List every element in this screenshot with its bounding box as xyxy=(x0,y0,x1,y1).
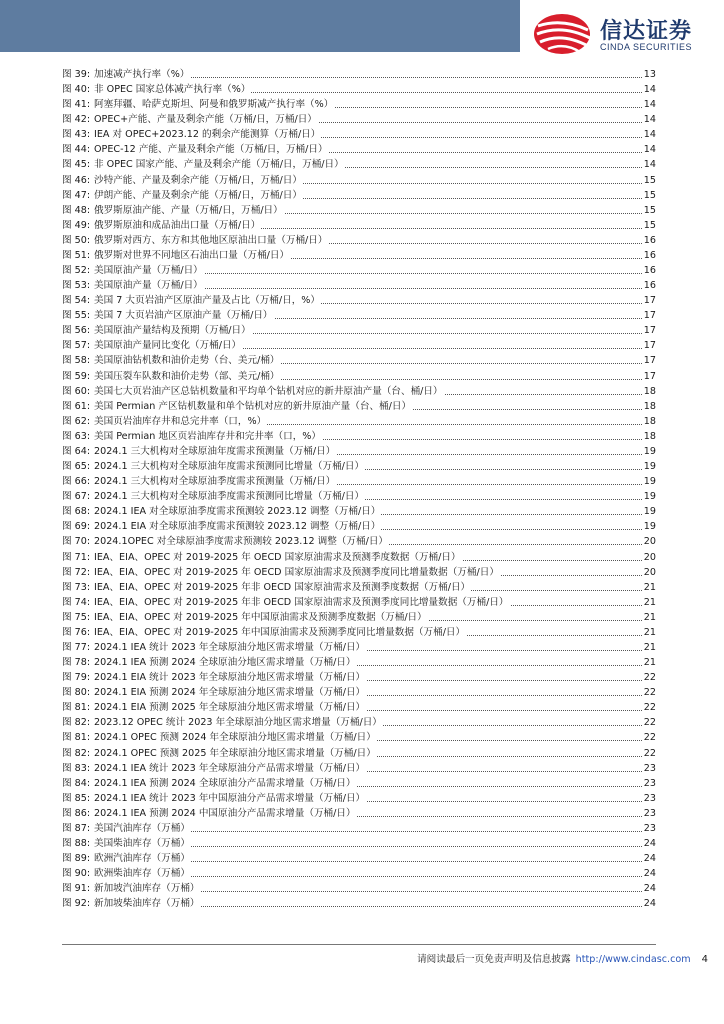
toc-page-number: 18 xyxy=(643,400,656,412)
toc-page-number: 18 xyxy=(643,430,656,442)
toc-page-number: 17 xyxy=(643,370,656,382)
toc-page-number: 19 xyxy=(643,521,656,533)
toc-page-number: 15 xyxy=(643,204,656,216)
toc-entry[interactable] xyxy=(62,203,656,218)
company-logo xyxy=(532,12,722,56)
logo-mark-icon xyxy=(532,12,594,56)
toc-page-number: 15 xyxy=(643,174,656,186)
toc-entry[interactable] xyxy=(62,112,656,127)
toc-figure-title: 俄罗斯原油和成品油出口量（万桶/日） xyxy=(94,219,261,231)
toc-figure-label: 图 48: xyxy=(62,204,91,216)
toc-page-number: 23 xyxy=(643,777,656,789)
toc-page-number: 19 xyxy=(643,445,656,457)
toc-page-number: 20 xyxy=(643,551,656,563)
toc-figure-title: 2024.1 IEA 统计 2023 年全球原油分产品需求增量（万桶/日） xyxy=(94,762,366,774)
toc-page-number: 20 xyxy=(643,536,656,548)
toc-figure-title: 欧洲汽油库存（万桶） xyxy=(94,853,190,865)
toc-page-number: 21 xyxy=(643,657,656,669)
toc-figure-title: 美国 7 大页岩油产区原油产量及占比（万桶/日，%） xyxy=(94,295,321,307)
toc-page-number: 16 xyxy=(643,280,656,292)
toc-figure-label: 图 47: xyxy=(62,189,91,201)
toc-figure-title: 2024.1 IEA 统计 2023 年全球原油分地区需求增量（万桶/日） xyxy=(94,641,366,653)
toc-entry[interactable] xyxy=(62,610,656,625)
toc-figure-label: 图 76: xyxy=(62,626,91,638)
toc-figure-title: 美国原油产量同比变化（万桶/日） xyxy=(94,340,242,352)
toc-entry[interactable] xyxy=(62,414,656,429)
toc-figure-label: 图 92: xyxy=(62,898,91,910)
toc-figure-title: 美国 Permian 地区页岩油库存井和完井率（口，%） xyxy=(94,430,321,442)
toc-figure-label: 图 75: xyxy=(62,611,91,623)
toc-page-number: 23 xyxy=(643,807,656,819)
footer-disclaimer: 请阅读最后一页免责声明及信息披露 xyxy=(417,954,571,965)
toc-figure-title: IEA、EIA、OPEC 对 2019-2025 年非 OECD 国家原油需求及预测季度数据（万桶/日） xyxy=(94,581,471,593)
toc-figure-title: 新加坡汽油库存（万桶） xyxy=(94,883,200,895)
toc-entry[interactable] xyxy=(62,580,656,595)
toc-entry[interactable] xyxy=(62,851,656,866)
toc-figure-label: 图 72: xyxy=(62,566,91,578)
toc-figure-title: 沙特产能、产量及剩余产能（万桶/日，万桶/日） xyxy=(94,174,302,186)
toc-figure-title: 2024.1 IEA 预测 2024 全球原油分产品需求增量（万桶/日） xyxy=(94,777,356,789)
toc-entry[interactable] xyxy=(62,127,656,142)
toc-entry[interactable] xyxy=(62,67,656,82)
toc-figure-label: 图 57: xyxy=(62,340,91,352)
toc-figure-title: 2024.1 IEA 预测 2024 全球原油分地区需求增量（万桶/日） xyxy=(94,657,356,669)
toc-page-number: 22 xyxy=(643,702,656,714)
toc-figure-label: 图 78: xyxy=(62,657,91,669)
toc-page-number: 24 xyxy=(643,868,656,880)
toc-page-number: 24 xyxy=(643,853,656,865)
toc-figure-label: 图 58: xyxy=(62,355,91,367)
toc-figure-label: 图 67: xyxy=(62,491,91,503)
toc-entry[interactable] xyxy=(62,670,656,685)
toc-entry[interactable] xyxy=(62,896,656,911)
toc-figure-title: 欧洲柴油库存（万桶） xyxy=(94,868,190,880)
toc-page-number: 13 xyxy=(643,69,656,80)
toc-page-number: 15 xyxy=(643,189,656,201)
toc-figure-title: IEA、EIA、OPEC 对 2019-2025 年 OECD 国家原油需求及预测季度同比增量数据（万桶/日） xyxy=(94,566,499,578)
toc-figure-title: 美国压裂车队数和油价走势（部、美元/桶） xyxy=(94,370,280,382)
toc-figure-title: 2024.1OPEC 对全球原油季度需求预测较 2023.12 调整（万桶/日） xyxy=(94,536,389,548)
toc-figure-title: 俄罗斯对世界不同地区石油出口量（万桶/日） xyxy=(94,249,290,261)
footer-url-link[interactable]: http://www.cindasc.com xyxy=(575,954,691,965)
logo-english-text: CINDA SECURITIES xyxy=(600,42,693,52)
toc-figure-title: 2024.1 OPEC 预测 2025 年全球原油分地区需求增量（万桶/日） xyxy=(94,747,376,759)
header-band xyxy=(0,0,520,52)
toc-page-number: 14 xyxy=(643,144,656,156)
toc-entry[interactable] xyxy=(62,233,656,248)
toc-entry[interactable] xyxy=(62,338,656,353)
toc-figure-title: 2024.1 三大机构对全球原油年度需求预测量（万桶/日） xyxy=(94,445,336,457)
toc-entry[interactable] xyxy=(62,534,656,549)
toc-figure-title: 美国原油钻机数和油价走势（台、美元/桶） xyxy=(94,355,280,367)
toc-entry[interactable] xyxy=(62,489,656,504)
toc-figure-title: 2024.1 IEA 对全球原油季度需求预测较 2023.12 调整（万桶/日） xyxy=(94,506,381,518)
toc-entry[interactable] xyxy=(62,625,656,640)
toc-figure-title: 2024.1 EIA 对全球原油季度需求预测较 2023.12 调整（万桶/日） xyxy=(94,521,381,533)
toc-entry[interactable] xyxy=(62,746,656,761)
toc-figure-title: 2024.1 IEA 预测 2024 中国原油分产品需求增量（万桶/日） xyxy=(94,807,356,819)
toc-page-number: 17 xyxy=(643,325,656,337)
toc-entry[interactable] xyxy=(62,218,656,233)
toc-figure-title: OPEC+产能、产量及剩余产能（万桶/日，万桶/日） xyxy=(94,114,317,126)
toc-entry[interactable] xyxy=(62,519,656,534)
toc-page-number: 24 xyxy=(643,883,656,895)
toc-entry[interactable] xyxy=(62,142,656,157)
toc-page-number: 20 xyxy=(643,566,656,578)
toc-figure-label: 图 90: xyxy=(62,868,91,880)
toc-figure-title: 美国 7 大页岩油产区原油产量（万桶/日） xyxy=(94,310,273,322)
toc-figure-title: 2024.1 IEA 统计 2023 年中国原油分产品需求增量（万桶/日） xyxy=(94,792,366,804)
toc-figure-title: IEA、EIA、OPEC 对 2019-2025 年 OECD 国家原油需求及预测季度数据（万桶/日） xyxy=(94,551,461,563)
toc-figure-label: 图 73: xyxy=(62,581,91,593)
toc-figure-label: 图 40: xyxy=(62,84,91,96)
toc-figure-label: 图 62: xyxy=(62,415,91,427)
toc-figure-label: 图 41: xyxy=(62,99,91,111)
toc-page-number: 14 xyxy=(643,99,656,111)
toc-figure-title: 美国汽油库存（万桶） xyxy=(94,822,190,834)
toc-figure-label: 图 61: xyxy=(62,400,91,412)
toc-page-number: 14 xyxy=(643,114,656,126)
toc-figure-title: 美国原油产量（万桶/日） xyxy=(94,265,203,277)
toc-figure-title: 非 OPEC 国家产能、产量及剩余产能（万桶/日，万桶/日） xyxy=(94,159,344,171)
toc-page-number: 23 xyxy=(643,822,656,834)
toc-entry[interactable] xyxy=(62,188,656,203)
toc-entry[interactable] xyxy=(62,97,656,112)
toc-figure-title: 加速减产执行率（%） xyxy=(94,69,190,80)
toc-figure-label: 图 81: xyxy=(62,702,91,714)
toc-figure-title: IEA 对 OPEC+2023.12 的剩余产能测算（万桶/日） xyxy=(94,129,321,141)
toc-entry[interactable] xyxy=(62,595,656,610)
toc-entry[interactable] xyxy=(62,278,656,293)
toc-figure-title: 2024.1 EIA 预测 2025 年全球原油分地区需求增量（万桶/日） xyxy=(94,702,366,714)
toc-page-number: 21 xyxy=(643,611,656,623)
toc-entry[interactable] xyxy=(62,776,656,791)
toc-entry[interactable] xyxy=(62,640,656,655)
toc-page-number: 23 xyxy=(643,762,656,774)
toc-figure-label: 图 52: xyxy=(62,265,91,277)
toc-page-number: 21 xyxy=(643,581,656,593)
toc-figure-label: 图 45: xyxy=(62,159,91,171)
toc-figure-label: 图 85: xyxy=(62,792,91,804)
toc-figure-title: 美国原油产量结构及预期（万桶/日） xyxy=(94,325,251,337)
toc-figure-label: 图 81: xyxy=(62,732,91,744)
toc-entry[interactable] xyxy=(62,715,656,730)
toc-figure-label: 图 56: xyxy=(62,325,91,337)
table-of-figures xyxy=(62,67,656,911)
toc-entry[interactable] xyxy=(62,263,656,278)
toc-page-number: 14 xyxy=(643,129,656,141)
toc-entry[interactable] xyxy=(62,550,656,565)
toc-page-number: 23 xyxy=(643,792,656,804)
toc-figure-label: 图 79: xyxy=(62,672,91,684)
toc-figure-title: 阿塞拜疆、哈萨克斯坦、阿曼和俄罗斯减产执行率（%） xyxy=(94,99,334,111)
toc-page-number: 19 xyxy=(643,506,656,518)
toc-entry[interactable] xyxy=(62,565,656,580)
toc-entry[interactable] xyxy=(62,384,656,399)
toc-figure-title: 2024.1 EIA 统计 2023 年全球原油分地区需求增量（万桶/日） xyxy=(94,672,366,684)
toc-figure-title: IEA、EIA、OPEC 对 2019-2025 年非 OECD 国家原油需求及预测季度同比增量数据（万桶/日） xyxy=(94,596,509,608)
toc-figure-title: IEA、EIA、OPEC 对 2019-2025 年中国原油需求及预测季度数据（万桶/日） xyxy=(94,611,427,623)
toc-figure-title: 美国页岩油库存井和总完井率（口，%） xyxy=(94,415,267,427)
toc-figure-label: 图 50: xyxy=(62,234,91,246)
toc-entry[interactable] xyxy=(62,730,656,745)
toc-figure-title: 2024.1 三大机构对全球原油季度需求预测量（万桶/日） xyxy=(94,476,336,488)
logo-chinese-text: 信达证券 xyxy=(600,19,693,44)
toc-entry[interactable] xyxy=(62,444,656,459)
toc-figure-label: 图 80: xyxy=(62,687,91,699)
toc-figure-label: 图 49: xyxy=(62,219,91,231)
toc-figure-label: 图 82: xyxy=(62,717,91,729)
toc-entry[interactable] xyxy=(62,866,656,881)
toc-figure-label: 图 55: xyxy=(62,310,91,322)
toc-entry[interactable] xyxy=(62,173,656,188)
toc-entry[interactable] xyxy=(62,248,656,263)
toc-page-number: 21 xyxy=(643,596,656,608)
toc-entry[interactable] xyxy=(62,761,656,776)
toc-page-number: 21 xyxy=(643,626,656,638)
toc-entry[interactable] xyxy=(62,821,656,836)
toc-page-number: 17 xyxy=(643,310,656,322)
toc-page-number: 24 xyxy=(643,837,656,849)
toc-figure-label: 图 91: xyxy=(62,883,91,895)
toc-page-number: 19 xyxy=(643,491,656,503)
toc-figure-label: 图 65: xyxy=(62,461,91,473)
toc-page-number: 17 xyxy=(643,295,656,307)
toc-figure-label: 图 88: xyxy=(62,837,91,849)
toc-figure-label: 图 83: xyxy=(62,762,91,774)
toc-entry[interactable] xyxy=(62,429,656,444)
toc-figure-title: 2024.1 三大机构对全球原油季度需求预测同比增量（万桶/日） xyxy=(94,491,365,503)
toc-entry[interactable] xyxy=(62,881,656,896)
toc-entry[interactable] xyxy=(62,82,656,97)
toc-entry[interactable] xyxy=(62,504,656,519)
toc-page-number: 18 xyxy=(643,415,656,427)
toc-figure-label: 图 64: xyxy=(62,445,91,457)
toc-page-number: 14 xyxy=(643,159,656,171)
toc-page-number: 22 xyxy=(643,687,656,699)
toc-entry[interactable] xyxy=(62,806,656,821)
toc-entry[interactable] xyxy=(62,399,656,414)
toc-figure-title: 美国 Permian 产区钻机数量和单个钻机对应的新井原油产量（台、桶/日） xyxy=(94,400,412,412)
toc-entry[interactable] xyxy=(62,836,656,851)
toc-page-number: 24 xyxy=(643,898,656,910)
toc-figure-title: 美国七大页岩油产区总钻机数量和平均单个钻机对应的新井原油产量（台、桶/日） xyxy=(94,385,443,397)
toc-figure-label: 图 43: xyxy=(62,129,91,141)
toc-page-number: 22 xyxy=(643,717,656,729)
toc-figure-label: 图 54: xyxy=(62,295,91,307)
toc-page-number: 16 xyxy=(643,249,656,261)
toc-figure-label: 图 46: xyxy=(62,174,91,186)
page-footer xyxy=(0,951,708,965)
toc-figure-title: OPEC-12 产能、产量及剩余产能（万桶/日，万桶/日） xyxy=(94,144,328,156)
toc-page-number: 14 xyxy=(643,84,656,96)
toc-figure-title: 伊朗产能、产量及剩余产能（万桶/日，万桶/日） xyxy=(94,189,302,201)
toc-figure-label: 图 59: xyxy=(62,370,91,382)
toc-entry[interactable] xyxy=(62,157,656,172)
toc-figure-label: 图 69: xyxy=(62,521,91,533)
toc-page-number: 17 xyxy=(643,355,656,367)
toc-page-number: 15 xyxy=(643,219,656,231)
toc-figure-title: IEA、EIA、OPEC 对 2019-2025 年中国原油需求及预测季度同比增量数据（万桶/日） xyxy=(94,626,466,638)
page-number: 4 xyxy=(701,954,708,965)
toc-figure-title: 新加坡柴油库存（万桶） xyxy=(94,898,200,910)
toc-entry[interactable] xyxy=(62,791,656,806)
toc-entry[interactable] xyxy=(62,459,656,474)
toc-figure-label: 图 86: xyxy=(62,807,91,819)
toc-page-number: 22 xyxy=(643,732,656,744)
toc-figure-title: 2024.1 三大机构对全球原油年度需求预测同比增量（万桶/日） xyxy=(94,461,365,473)
footer-divider xyxy=(62,944,656,945)
toc-figure-title: 2023.12 OPEC 统计 2023 年全球原油分地区需求增量（万桶/日） xyxy=(94,717,382,729)
toc-figure-label: 图 77: xyxy=(62,641,91,653)
toc-figure-label: 图 44: xyxy=(62,144,91,156)
toc-figure-label: 图 87: xyxy=(62,822,91,834)
toc-entry[interactable] xyxy=(62,293,656,308)
toc-entry[interactable] xyxy=(62,700,656,715)
toc-figure-label: 图 74: xyxy=(62,596,91,608)
toc-page-number: 17 xyxy=(643,340,656,352)
toc-page-number: 22 xyxy=(643,747,656,759)
toc-entry[interactable] xyxy=(62,474,656,489)
toc-figure-label: 图 53: xyxy=(62,280,91,292)
toc-figure-title: 非 OPEC 国家总体减产执行率（%） xyxy=(94,84,251,96)
toc-figure-label: 图 51: xyxy=(62,249,91,261)
toc-page-number: 19 xyxy=(643,476,656,488)
toc-entry[interactable] xyxy=(62,323,656,338)
toc-entry[interactable] xyxy=(62,353,656,368)
toc-page-number: 19 xyxy=(643,461,656,473)
toc-figure-title: 美国原油产量（万桶/日） xyxy=(94,280,203,292)
toc-entry[interactable] xyxy=(62,685,656,700)
toc-figure-title: 俄罗斯原油产能、产量（万桶/日，万桶/日） xyxy=(94,204,283,216)
toc-figure-label: 图 82: xyxy=(62,747,91,759)
toc-entry[interactable] xyxy=(62,308,656,323)
toc-page-number: 21 xyxy=(643,641,656,653)
toc-figure-label: 图 68: xyxy=(62,506,91,518)
toc-entry[interactable] xyxy=(62,369,656,384)
toc-figure-label: 图 89: xyxy=(62,853,91,865)
toc-figure-title: 俄罗斯对西方、东方和其他地区原油出口量（万桶/日） xyxy=(94,234,328,246)
toc-figure-label: 图 39: xyxy=(62,69,91,80)
toc-figure-label: 图 42: xyxy=(62,114,91,126)
toc-page-number: 18 xyxy=(643,385,656,397)
toc-page-number: 16 xyxy=(643,265,656,277)
toc-figure-label: 图 71: xyxy=(62,551,91,563)
toc-figure-label: 图 70: xyxy=(62,536,91,548)
toc-figure-label: 图 60: xyxy=(62,385,91,397)
toc-page-number: 22 xyxy=(643,672,656,684)
toc-page-number: 16 xyxy=(643,234,656,246)
toc-figure-label: 图 63: xyxy=(62,430,91,442)
toc-entry[interactable] xyxy=(62,655,656,670)
toc-figure-label: 图 84: xyxy=(62,777,91,789)
toc-figure-label: 图 66: xyxy=(62,476,91,488)
toc-figure-title: 2024.1 OPEC 预测 2024 年全球原油分地区需求增量（万桶/日） xyxy=(94,732,376,744)
toc-figure-title: 2024.1 EIA 预测 2024 年全球原油分地区需求增量（万桶/日） xyxy=(94,687,366,699)
toc-figure-title: 美国柴油库存（万桶） xyxy=(94,837,190,849)
